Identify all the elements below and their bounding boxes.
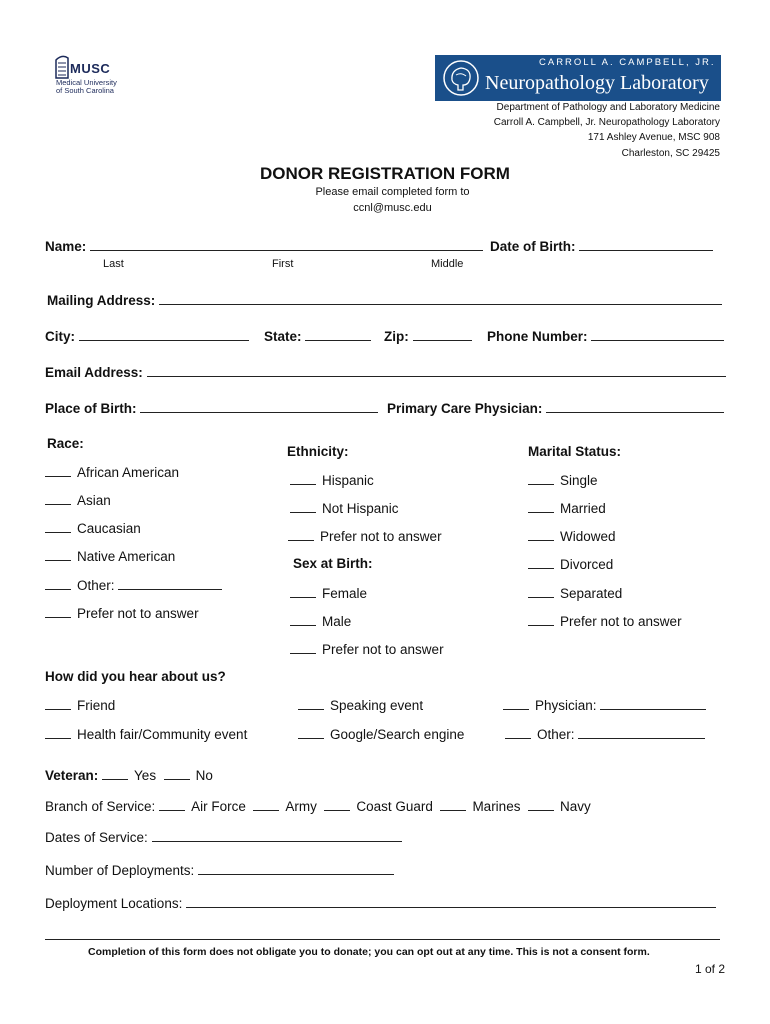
sex-option[interactable]: Male xyxy=(290,613,351,629)
race-checkbox-blank[interactable] xyxy=(45,605,71,618)
pob-label: Place of Birth: xyxy=(45,401,137,416)
hear-option-physician[interactable]: Physician: xyxy=(503,697,706,713)
ethnicity-checkbox-blank[interactable] xyxy=(290,472,316,485)
pcp-field[interactable] xyxy=(546,400,724,413)
marital-checkbox-blank[interactable] xyxy=(528,556,554,569)
deployments-label: Number of Deployments: xyxy=(45,863,195,878)
locations-label: Deployment Locations: xyxy=(45,896,183,911)
marital-checkbox-blank[interactable] xyxy=(528,613,554,626)
name-field[interactable] xyxy=(90,238,483,251)
pcp-label: Primary Care Physician: xyxy=(387,401,543,416)
race-option[interactable]: Native American xyxy=(45,548,175,564)
race-other-field[interactable] xyxy=(118,577,222,590)
branch-blank[interactable] xyxy=(253,798,279,811)
branch-row xyxy=(45,798,591,814)
sex-checkbox-blank[interactable] xyxy=(290,585,316,598)
race-checkbox-blank[interactable] xyxy=(45,548,71,561)
marital-option[interactable]: Widowed xyxy=(528,528,616,544)
musc-logo-subtitle-1: Medical University xyxy=(56,78,117,87)
race-option[interactable]: African American xyxy=(45,464,179,480)
zip-field[interactable] xyxy=(413,328,472,341)
ethnicity-title: Ethnicity: xyxy=(287,444,349,459)
veteran-label: Veteran: xyxy=(45,768,99,783)
mailing-address-label: Mailing Address: xyxy=(47,293,156,308)
hear-title: How did you hear about us? xyxy=(45,669,226,684)
marital-checkbox-blank[interactable] xyxy=(528,500,554,513)
race-option[interactable]: Asian xyxy=(45,492,111,508)
branch-label: Branch of Service: xyxy=(45,799,156,814)
branch-blank[interactable] xyxy=(528,798,554,811)
state-label: State: xyxy=(264,329,302,344)
phone-field[interactable] xyxy=(591,328,724,341)
branch-blank[interactable] xyxy=(440,798,466,811)
name-sub-first: First xyxy=(272,258,294,270)
ethnicity-option[interactable]: Prefer not to answer xyxy=(288,528,442,544)
branch-option[interactable]: Air Force xyxy=(191,799,246,814)
locations-field[interactable] xyxy=(186,895,716,908)
brain-logo-icon xyxy=(441,58,481,98)
pob-field[interactable] xyxy=(140,400,378,413)
race-checkbox-blank[interactable] xyxy=(45,577,71,590)
hear-checkbox-blank[interactable] xyxy=(45,726,71,739)
locations-field-line-2[interactable] xyxy=(45,927,720,940)
branch-option[interactable]: Navy xyxy=(559,799,591,814)
name-label: Name: xyxy=(45,239,87,254)
dob-field[interactable] xyxy=(579,238,713,251)
hear-option-other[interactable]: Other: xyxy=(505,726,705,742)
zip-label: Zip: xyxy=(384,329,409,344)
hear-other-field[interactable] xyxy=(578,726,705,739)
dob-label: Date of Birth: xyxy=(490,239,576,254)
sex-checkbox-blank[interactable] xyxy=(290,641,316,654)
sex-title: Sex at Birth: xyxy=(293,556,373,571)
branch-option[interactable]: Marines xyxy=(472,799,521,814)
race-title: Race: xyxy=(47,436,84,451)
email-label: Email Address: xyxy=(45,365,143,380)
address-line-2: Carroll A. Campbell, Jr. Neuropathology Laboratory xyxy=(493,117,720,128)
marital-option[interactable]: Separated xyxy=(528,585,622,601)
branch-option[interactable]: Coast Guard xyxy=(356,799,433,814)
deployments-field[interactable] xyxy=(198,862,394,875)
musc-building-icon xyxy=(54,54,70,80)
race-checkbox-blank[interactable] xyxy=(45,520,71,533)
race-checkbox-blank[interactable] xyxy=(45,492,71,505)
hear-checkbox-blank[interactable] xyxy=(503,697,529,710)
footer-note: Completion of this form does not obligate you to donate; you can opt out at any time. This is not a consent form. xyxy=(88,946,650,958)
neuropathology-banner xyxy=(435,55,721,101)
hear-option-friend[interactable]: Friend xyxy=(45,697,115,713)
page-number: 1 of 2 xyxy=(694,962,725,976)
hear-option-speaking[interactable]: Speaking event xyxy=(298,697,423,713)
banner-main-text: Neuropathology Laboratory xyxy=(485,72,709,94)
veteran-no[interactable]: No xyxy=(195,768,213,783)
name-sub-last: Last xyxy=(103,258,124,270)
sex-option[interactable]: Female xyxy=(290,585,367,601)
musc-logo xyxy=(54,52,134,102)
form-instruction: Please email completed form to xyxy=(315,186,470,198)
dates-field[interactable] xyxy=(152,829,402,842)
name-sub-middle: Middle xyxy=(431,258,464,270)
ethnicity-checkbox-blank[interactable] xyxy=(288,528,314,541)
veteran-no-blank[interactable] xyxy=(164,767,190,780)
marital-option[interactable]: Divorced xyxy=(528,556,613,572)
marital-option[interactable]: Married xyxy=(528,500,606,516)
address-line-3: 171 Ashley Avenue, MSC 908 xyxy=(587,132,720,143)
hear-checkbox-blank[interactable] xyxy=(45,697,71,710)
race-checkbox-blank[interactable] xyxy=(45,464,71,477)
ethnicity-option[interactable]: Not Hispanic xyxy=(290,500,399,516)
ethnicity-checkbox-blank[interactable] xyxy=(290,500,316,513)
email-field[interactable] xyxy=(147,364,726,377)
musc-logo-name: MUSC xyxy=(70,61,111,76)
hear-checkbox-blank[interactable] xyxy=(298,697,324,710)
veteran-yes-blank[interactable] xyxy=(102,767,128,780)
hear-option-google[interactable]: Google/Search engine xyxy=(298,726,464,742)
hear-checkbox-blank[interactable] xyxy=(505,726,531,739)
marital-checkbox-blank[interactable] xyxy=(528,472,554,485)
address-line-4: Charleston, SC 29425 xyxy=(621,148,720,159)
city-label: City: xyxy=(45,329,75,344)
dates-label: Dates of Service: xyxy=(45,830,148,845)
branch-blank[interactable] xyxy=(159,798,185,811)
state-field[interactable] xyxy=(305,328,371,341)
marital-checkbox-blank[interactable] xyxy=(528,528,554,541)
phone-label: Phone Number: xyxy=(487,329,588,344)
race-option[interactable]: Prefer not to answer xyxy=(45,605,199,621)
branch-option[interactable]: Army xyxy=(285,799,317,814)
branch-blank[interactable] xyxy=(324,798,350,811)
veteran-row xyxy=(45,767,213,783)
marital-option[interactable]: Prefer not to answer xyxy=(528,613,682,629)
marital-checkbox-blank[interactable] xyxy=(528,585,554,598)
marital-title: Marital Status: xyxy=(528,444,622,459)
race-option[interactable]: Caucasian xyxy=(45,520,141,536)
address-line-1: Department of Pathology and Laboratory Medicine xyxy=(496,102,720,113)
hear-option-health-fair[interactable]: Health fair/Community event xyxy=(45,726,247,742)
form-title: DONOR REGISTRATION FORM xyxy=(260,164,510,183)
hear-checkbox-blank[interactable] xyxy=(298,726,324,739)
banner-top-text: CARROLL A. CAMPBELL, JR. xyxy=(539,57,716,68)
hear-physician-field[interactable] xyxy=(600,697,706,710)
form-email: ccnl@musc.edu xyxy=(353,202,432,214)
city-field[interactable] xyxy=(79,328,249,341)
marital-option[interactable]: Single xyxy=(528,472,598,488)
ethnicity-option[interactable]: Hispanic xyxy=(290,472,374,488)
mailing-address-field[interactable] xyxy=(159,292,722,305)
veteran-yes[interactable]: Yes xyxy=(134,768,157,783)
musc-logo-subtitle-2: of South Carolina xyxy=(56,86,114,95)
sex-option[interactable]: Prefer not to answer xyxy=(290,641,444,657)
race-option-other[interactable]: Other: xyxy=(45,577,222,593)
sex-checkbox-blank[interactable] xyxy=(290,613,316,626)
